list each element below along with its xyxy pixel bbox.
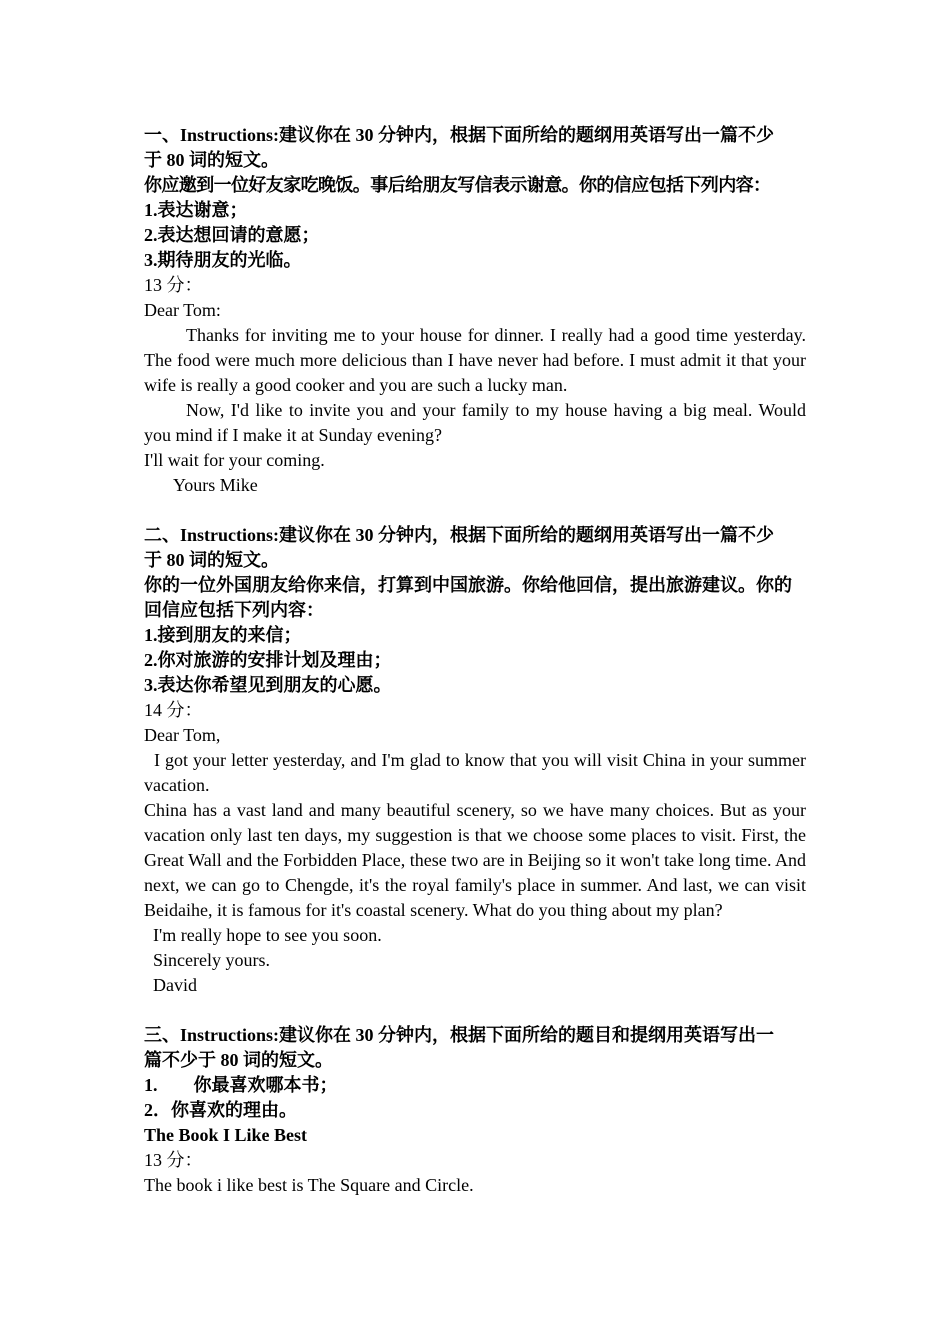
section-3-heading-line-2: 篇不少于 80 词的短文。 xyxy=(144,1050,333,1070)
section-3-title: The Book I Like Best xyxy=(144,1125,308,1145)
section-1-signature: Yours Mike xyxy=(173,475,258,495)
section-2-prompt-line-2: 回信应包括下列内容： xyxy=(144,600,324,620)
section-3-point-1: 1. 你最喜欢哪本书； xyxy=(144,1075,338,1095)
section-2-paragraph-2: China has a vast land and many beautiful scenery, so we have many choices. But as your vacation only last ten days, my suggestion is that we choose some places to visit. First, the Great Wall and the Forbidden Place, these two are in Beijing so it won't take long time. And next, we can go to Chengde, it's the royal family's place in summer. And last, we can visit Beidaihe, it is famous for it's coastal scenery. What do you thing about my plan? xyxy=(144,800,806,920)
section-3-first-line: The book i like best is The Square and Circle. xyxy=(144,1175,474,1195)
section-1-point-2: 2.表达想回请的意愿； xyxy=(144,225,320,245)
section-3 xyxy=(144,1023,806,1198)
section-2-point-1: 1.接到朋友的来信； xyxy=(144,625,302,645)
section-2-point-2: 2.你对旅游的安排计划及理由； xyxy=(144,650,392,670)
document-page xyxy=(144,123,806,1198)
section-1-greeting: Dear Tom: xyxy=(144,300,221,320)
section-1-score: 13 分： xyxy=(144,275,203,295)
section-1-paragraph-2: Now, I'd like to invite you and your family to my house having a big meal. Would you mind if I make it at Sunday evening? xyxy=(144,400,806,445)
section-gap xyxy=(144,498,806,523)
section-2-heading-line-1: 二、Instructions:建议你在 30 分钟内，根据下面所给的题纲用英语写出一篇不少 xyxy=(144,525,775,545)
section-3-score: 13 分： xyxy=(144,1150,203,1170)
section-1-paragraph-1: Thanks for inviting me to your house for dinner. I really had a good time yesterday. The food were much more delicious than I have never had before. I must admit it that your wife is really a good cooker and you are such a lucky man. xyxy=(144,325,806,395)
section-1-point-3: 3.期待朋友的光临。 xyxy=(144,250,302,270)
section-2-heading-line-2: 于 80 词的短文。 xyxy=(144,550,279,570)
section-2-point-3: 3.表达你希望见到朋友的心愿。 xyxy=(144,675,392,695)
section-2-closing-line: I'm really hope to see you soon. xyxy=(153,925,382,945)
section-1 xyxy=(144,123,806,498)
section-1-closing-line: I'll wait for your coming. xyxy=(144,450,325,470)
section-1-heading-line-2: 于 80 词的短文。 xyxy=(144,150,279,170)
section-2-greeting: Dear Tom, xyxy=(144,725,221,745)
section-2-paragraph-1: I got your letter yesterday, and I'm glad to know that you will visit China in your summer vacation. xyxy=(144,750,806,795)
section-2 xyxy=(144,523,806,998)
section-3-point-2: 2．你喜欢的理由。 xyxy=(144,1100,297,1120)
section-gap xyxy=(144,998,806,1023)
section-3-heading-line-1: 三、Instructions:建议你在 30 分钟内，根据下面所给的题目和提纲用英语写出一 xyxy=(144,1025,775,1045)
section-2-sign-off: Sincerely yours. xyxy=(153,950,270,970)
section-2-signature: David xyxy=(153,975,197,995)
section-1-prompt: 你应邀到一位好友家吃晚饭。事后给朋友写信表示谢意。你的信应包括下列内容： xyxy=(144,175,771,195)
section-2-score: 14 分： xyxy=(144,700,203,720)
section-1-heading-line-1: 一、Instructions:建议你在 30 分钟内，根据下面所给的题纲用英语写出一篇不少 xyxy=(144,125,775,145)
section-1-point-1: 1.表达谢意； xyxy=(144,200,248,220)
section-2-prompt-line-1: 你的一位外国朋友给你来信，打算到中国旅游。你给他回信，提出旅游建议。你的 xyxy=(144,575,792,595)
